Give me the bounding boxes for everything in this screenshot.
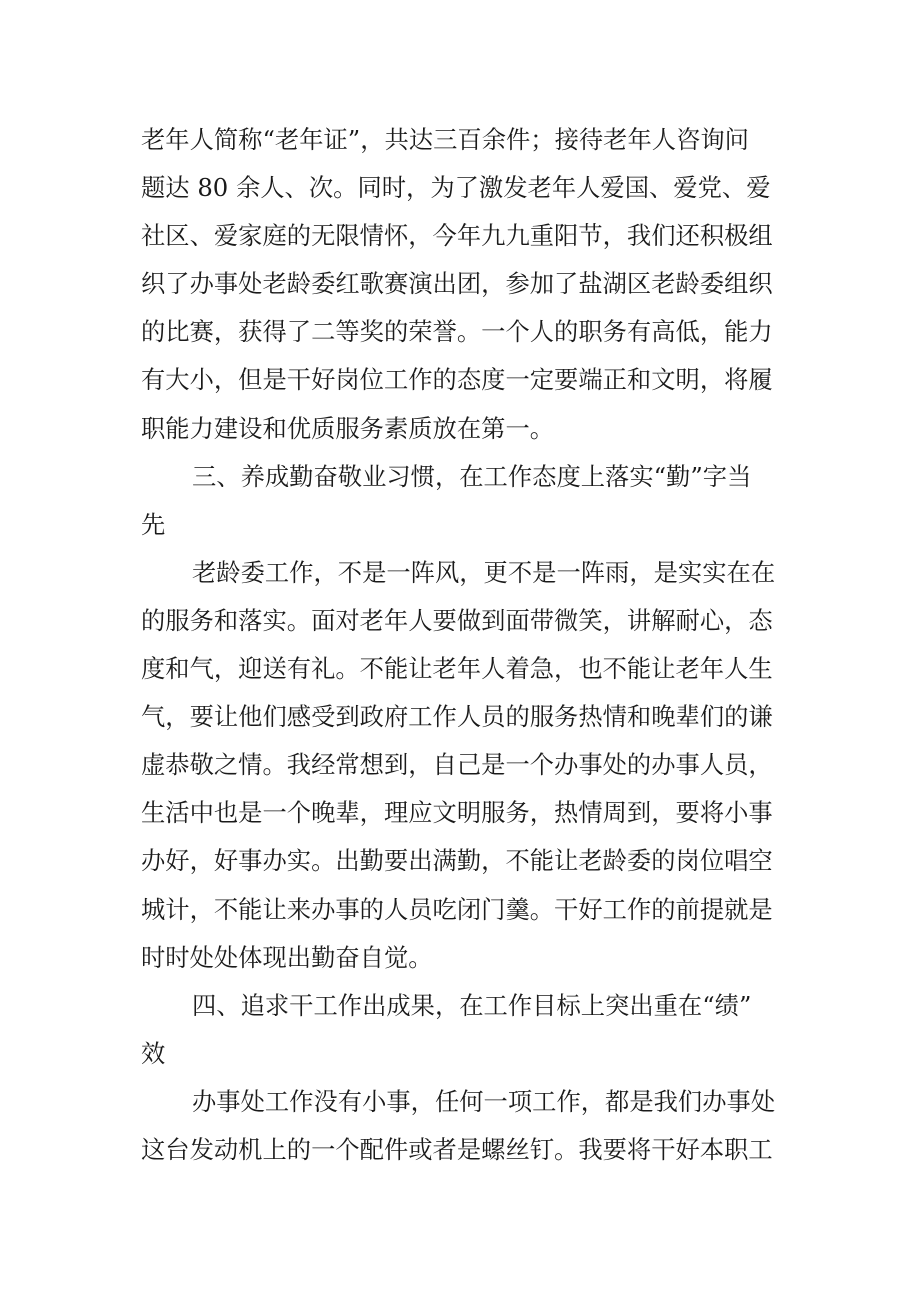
document-body [141, 116, 783, 1174]
text-line: 题达 80 余人、次。同时，为了激发老年人爱国、爱党、爱 [141, 173, 771, 203]
section-heading-three-cont: 先 [141, 509, 166, 539]
text-line: 城计，不能让来办事的人员吃闭门羹。干好工作的前提就是 [141, 894, 773, 924]
text-line: 职能力建设和优质服务素质放在第一。 [141, 413, 555, 443]
text-line: 度和气，迎送有礼。不能让老年人着急，也不能让老年人生 [141, 654, 773, 684]
text-line: 社区、爱家庭的无限情怀，今年九九重阳节，我们还积极组 [141, 221, 773, 251]
text-line: 时时处处体现出勤奋自觉。 [141, 942, 433, 972]
paragraph-start: 老龄委工作，不是一阵风，更不是一阵雨，是实实在在 [192, 557, 776, 587]
text-line: 织了办事处老龄委红歌赛演出团，参加了盐湖区老龄委组织 [141, 269, 773, 299]
text-line: 虚恭敬之情。我经常想到，自己是一个办事处的办事人员， [141, 750, 773, 780]
text-line: 这台发动机上的一个配件或者是螺丝钉。我要将干好本职工 [141, 1134, 773, 1164]
text-line: 气，要让他们感受到政府工作人员的服务热情和晚辈们的谦 [141, 702, 773, 732]
paragraph-start: 办事处工作没有小事，任何一项工作，都是我们办事处 [192, 1086, 776, 1116]
text-line: 有大小，但是干好岗位工作的态度一定要端正和文明，将履 [141, 365, 773, 395]
text-line: 的比赛，获得了二等奖的荣誉。一个人的职务有高低，能力 [141, 317, 773, 347]
text-line: 的服务和落实。面对老年人要做到面带微笑，讲解耐心，态 [141, 605, 773, 635]
section-heading-four-cont: 效 [141, 1038, 166, 1068]
section-heading-three: 三、养成勤奋敬业习惯，在工作态度上落实“勤”字当 [192, 461, 752, 491]
text-line: 老年人简称“老年证”，共达三百余件；接待老年人咨询问 [141, 125, 749, 154]
text-line: 生活中也是一个晚辈，理应文明服务，热情周到，要将小事 [141, 798, 773, 828]
text-line: 办好，好事办实。出勤要出满勤，不能让老龄委的岗位唱空 [141, 846, 773, 876]
section-heading-four: 四、追求干工作出成果，在工作目标上突出重在“绩” [192, 990, 752, 1020]
